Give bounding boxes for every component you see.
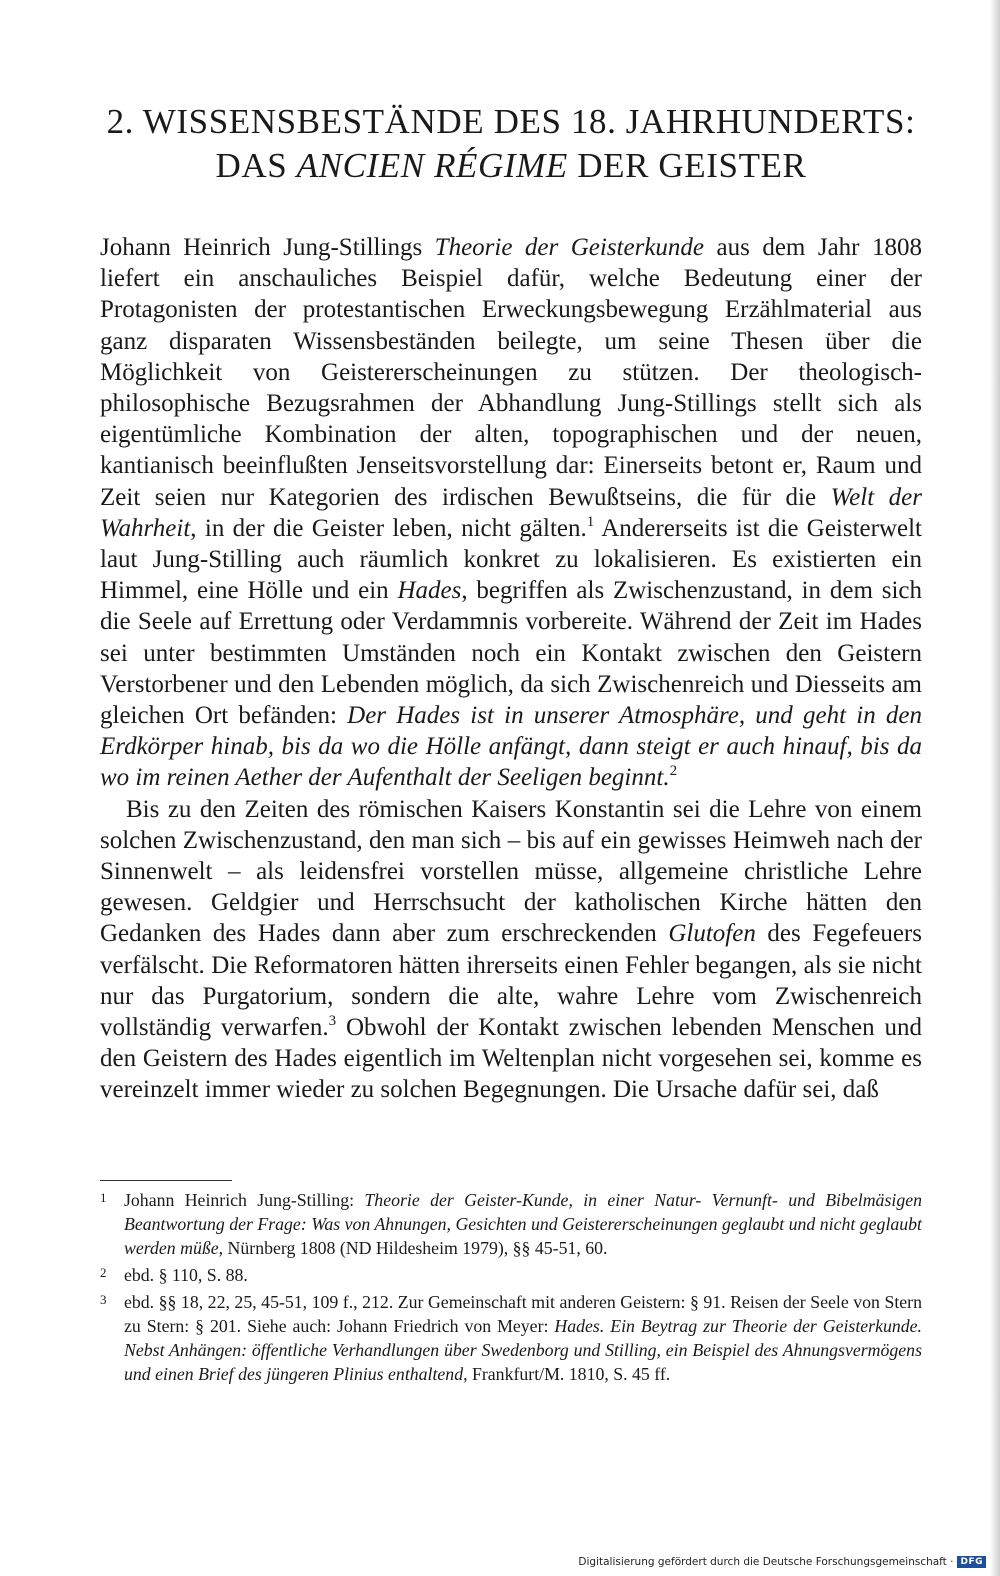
footnote-italic: Theorie der Geister-Kunde, in einer Natur- Vernunft- und Bibelmäsigen Beantwortung der Frage: Was von Ahnungen, Gesichten und Geistererscheinungen geglaubt und nicht geglaubt werden müße — [124, 1190, 922, 1258]
chapter-title-suffix: DER GEISTER — [567, 146, 807, 185]
p2-text-1: Bis zu den Zeiten des römischen Kaisers Konstantin sei die Lehre von einem solchen Zwischenzustand, den man sich – bis auf ein gewisses Heimweh nach der Sinnenwelt – als leidensfrei vorstellen müsse, allgemeine christliche Lehre gewesen. Geldgier und Herrschsucht der katholischen Kirche hätten den Gedanken des Hades dann aber zum erschreckenden — [100, 795, 922, 948]
p1-text-4: Andererseits ist die Geisterwelt laut Jung-Stilling auch räumlich konkret zu lokalisieren. Es existierten ein Himmel, eine Hölle und ein — [100, 514, 922, 605]
footnote-text: Johann Heinrich Jung-Stilling: — [124, 1190, 365, 1210]
footnote-ref-1[interactable]: 1 — [586, 513, 595, 530]
p1-italic-welt: Welt der Wahrheit — [100, 483, 923, 542]
paragraph-1 — [100, 232, 922, 794]
footnote-divider — [100, 1180, 232, 1181]
p1-quote: Der Hades ist in unserer Atmosphäre, und geht in den Erdkörper hinab, bis da wo die Hölle anfängt, dann steigt er auch hinauf, bis da wo im reinen Aether der Aufenthalt der Seeligen beginnt. — [100, 702, 922, 792]
chapter-title-line1: 2. WISSENSBESTÄNDE DES 18. JAHRHUNDERTS: — [106, 102, 916, 141]
p2-italic-glutofen: Glutofen — [668, 920, 756, 948]
footer-text: Digitalisierung gefördert durch die Deutsche Forschungsgemeinschaft · — [578, 1556, 954, 1568]
footnote-text: ebd. § 110, S. 88. — [124, 1265, 248, 1285]
p2-text-3: Obwohl der Kontakt zwischen lebenden Menschen und den Geistern des Hades eigentlich im Weltenplan nicht vorgesehen sei, komme es vereinzelt immer wieder zu solchen Begegnungen. Die Ursache dafür sei, daß — [100, 1014, 922, 1104]
footnote-1 — [100, 1188, 922, 1260]
chapter-title-prefix: DAS — [215, 146, 297, 185]
footnotes — [100, 1188, 922, 1389]
footnote-number: 3 — [100, 1292, 107, 1307]
footnote-2 — [100, 1263, 922, 1287]
p1-text-3: , in der die Geister leben, nicht gälten. — [190, 514, 587, 542]
p1-book-title: Theorie der Geisterkunde — [434, 234, 705, 261]
footnote-ref-2[interactable]: 2 — [669, 763, 678, 780]
p1-text-1: Johann Heinrich Jung-Stillings — [100, 234, 435, 261]
page-edge-shadow — [990, 0, 1000, 1576]
dfg-logo-icon: DFG — [957, 1556, 986, 1568]
p2-text-2: des Fegefeuers verfälscht. Die Reformatoren hätten ihrerseits einen Fehler begangen, als sie nicht nur das Purgatorium, sondern die alte, wahre Lehre vom Zwischenreich vollständig verwarfen. — [100, 920, 922, 1042]
p1-text-2: aus dem Jahr 1808 liefert ein anschauliches Beispiel dafür, welche Bedeutung einer der Protagonisten der protestantischen Erweckungsbewegung Erzählmaterial aus ganz disparaten Wissensbeständen beilegte, um seine Thesen über die Möglichkeit von Geistererscheinungen zu stützen. Der theologisch-philosophische Bezugsrahmen der Abhandlung Jung-Stillings stellt sich als eigentümliche Kombination der alten, topographischen und der neuen, kantianisch beeinflußten Jenseitsvorstellung dar: Einerseits betont er, Raum und Zeit seien nur Kategorien des irdischen Bewußtseins, die für die — [100, 234, 922, 511]
footnote-number: 2 — [100, 1265, 107, 1280]
digitization-footer — [578, 1556, 986, 1568]
chapter-title-line2 — [90, 144, 932, 188]
footnote-text: , Nürnberg 1808 (ND Hildesheim 1979), §§ 45-51, 60. — [218, 1238, 608, 1258]
footnote-text: ebd. §§ 18, 22, 25, 45-51, 109 f., 212. Zur Gemeinschaft mit anderen Geistern: § 91. Reisen der Seele von Stern zu Stern: § 201. Siehe auch: Johann Friedrich von Meyer: — [124, 1292, 922, 1336]
body-text — [100, 232, 922, 1106]
footnote-number: 1 — [100, 1190, 107, 1205]
p1-italic-hades: Hades — [397, 577, 462, 605]
chapter-title — [90, 100, 932, 188]
footnote-3 — [100, 1290, 922, 1386]
footnote-italic: Hades. Ein Beytrag zur Theorie der Geisterkunde. Nebst Anhängen: öffentliche Verhandlungen über Swedenborg und Stilling, ein Beispiel des Ahnungsvermögens und einen Brief des jüngeren Plinius enthaltend — [124, 1316, 922, 1384]
footnote-ref-3[interactable]: 3 — [328, 1013, 337, 1030]
p1-text-5: , begriffen als Zwischenzustand, in dem sich die Seele auf Errettung oder Verdammnis vorbereite. Während der Zeit im Hades sei unter bestimmten Umständen noch ein Kontakt zwischen den Geistern Verstorbener und den Lebenden möglich, da sich Zwischenreich und Diesseits am gleichen Ort befänden: — [100, 577, 922, 730]
footnote-text: , Frankfurt/M. 1810, S. 45 ff. — [463, 1364, 671, 1384]
paragraph-2 — [100, 794, 922, 1106]
chapter-title-italic: ANCIEN RÉGIME — [296, 146, 568, 185]
